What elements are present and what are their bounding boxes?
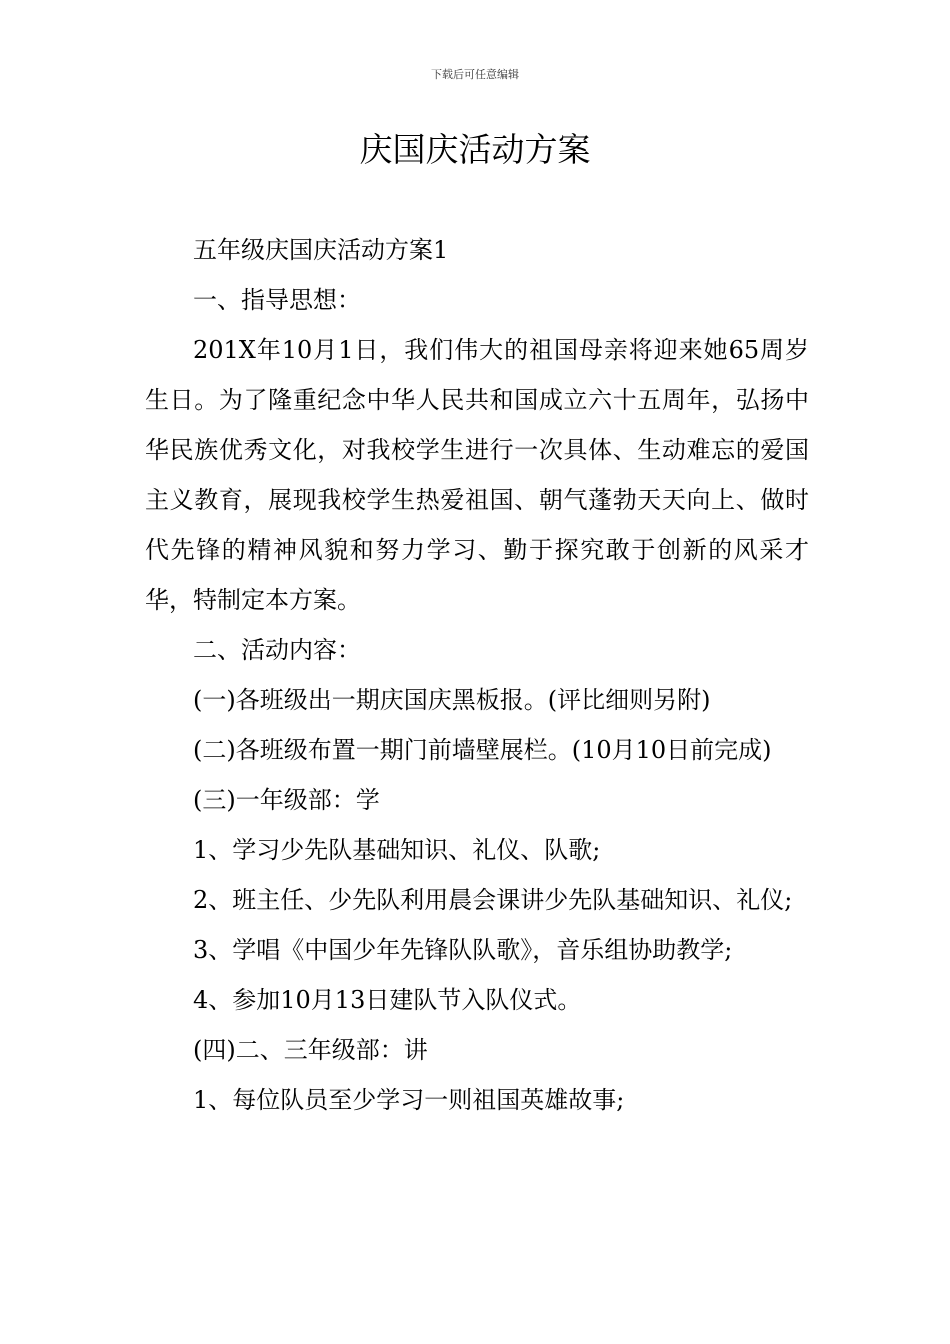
paragraph-section-activity-content: 二、活动内容： bbox=[193, 636, 361, 664]
header-note: 下载后可任意编辑 bbox=[431, 68, 519, 81]
paragraph-section-guiding-thought: 一、指导思想： bbox=[193, 286, 361, 314]
document-body bbox=[145, 225, 809, 1125]
document-title: 庆国庆活动方案 bbox=[359, 130, 591, 169]
paragraph-subtitle: 五年级庆国庆活动方案1 bbox=[193, 236, 449, 264]
paragraph-item-wall-display: (二)各班级布置一期门前墙壁展栏。(10月10日前完成) bbox=[193, 736, 772, 764]
paragraph-list-item: 4、参加10月13日建队节入队仪式。 bbox=[193, 986, 582, 1014]
paragraph-list-item: 2、班主任、少先队利用晨会课讲少先队基础知识、礼仪; bbox=[193, 886, 793, 914]
paragraph-item-blackboard: (一)各班级出一期庆国庆黑板报。(评比细则另附) bbox=[193, 686, 711, 714]
paragraph-guiding-thought-body: 201X年10月1日，我们伟大的祖国母亲将迎来她65周岁生日。为了隆重纪念中华人民共和国成立六十五周年，弘扬中华民族优秀文化，对我校学生进行一次具体、生动难忘的爱国主义教育，展现我校学生热爱祖国、朝气蓬勃天天向上、做时代先锋的精神风貌和努力学习、勤于探究敢于创新的风采才华，特制定本方案。 bbox=[145, 336, 809, 614]
paragraph-list-item: 3、学唱《中国少年先锋队队歌》，音乐组协助教学; bbox=[193, 936, 733, 964]
paragraph-item-grade-one: (三)一年级部：学 bbox=[193, 786, 380, 814]
paragraph-item-grade-two-three: (四)二、三年级部：讲 bbox=[193, 1036, 428, 1064]
paragraph-list-item: 1、每位队员至少学习一则祖国英雄故事; bbox=[193, 1086, 625, 1114]
paragraph-list-item: 1、学习少先队基础知识、礼仪、队歌; bbox=[193, 836, 601, 864]
